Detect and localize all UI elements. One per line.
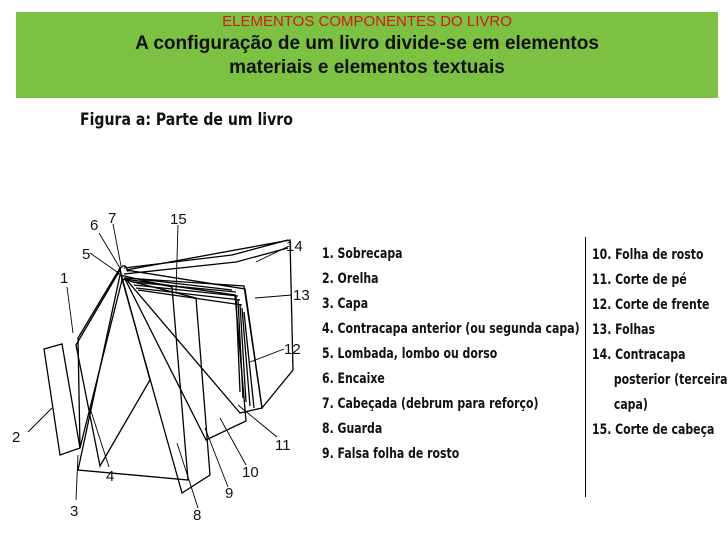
callout-14: 14	[286, 238, 303, 255]
callout-7: 7	[108, 210, 117, 227]
header-banner	[16, 12, 718, 98]
legend-item: 7. Cabeçada (debrum para reforço)	[322, 396, 539, 412]
legend-item: 9. Falsa folha de rosto	[322, 446, 460, 462]
legend-item: 1. Sobrecapa	[322, 246, 403, 262]
figure-title: Figura a: Parte de um livro	[80, 110, 293, 130]
legend-item: 11. Corte de pé	[592, 272, 687, 288]
legend-item: 12. Corte de frente	[592, 297, 710, 313]
legend-item: 2. Orelha	[322, 271, 379, 287]
callout-1: 1	[60, 270, 69, 287]
callout-10: 10	[242, 464, 259, 481]
callout-13: 13	[293, 287, 310, 304]
callout-11: 11	[275, 437, 291, 454]
callout-15: 15	[170, 211, 187, 228]
legend-item: 4. Contracapa anterior (ou segunda capa)	[322, 321, 580, 337]
legend-item: 13. Folhas	[592, 322, 656, 338]
legend-item: 15. Corte de cabeça	[592, 422, 715, 438]
header-subtitle-line2: materiais e elementos textuais	[229, 57, 505, 78]
half-title-page	[122, 279, 210, 493]
callout-3: 3	[70, 503, 79, 520]
header-title: ELEMENTOS COMPONENTES DO LIVRO	[222, 13, 512, 30]
front-board-face	[76, 270, 150, 466]
legend-item-continuation: posterior (terceira	[613, 372, 728, 388]
legend-left	[322, 242, 580, 467]
legend-divider	[585, 237, 586, 497]
legend-item-continuation: capa)	[613, 397, 648, 413]
legend-right	[592, 243, 727, 443]
callout-4: 4	[106, 468, 115, 485]
endpaper-left	[78, 275, 188, 480]
callout-5: 5	[82, 246, 91, 263]
dust-jacket-flap	[44, 344, 80, 455]
legend-item: 10. Folha de rosto	[592, 247, 704, 263]
callout-2: 2	[12, 429, 21, 446]
legend-item: 14. Contracapa	[592, 347, 686, 363]
book-diagram	[0, 200, 320, 546]
callout-9: 9	[225, 485, 234, 502]
legend-item: 5. Lombada, lombo ou dorso	[322, 346, 498, 362]
callout-12: 12	[284, 341, 301, 358]
legend-item: 8. Guarda	[322, 421, 383, 437]
callout-6: 6	[90, 217, 99, 234]
legend-item: 3. Capa	[322, 296, 369, 312]
callout-8: 8	[193, 507, 202, 524]
legend-item: 6. Encaixe	[322, 371, 385, 387]
header-subtitle-line1: A configuração de um livro divide-se em elementos	[135, 33, 599, 54]
